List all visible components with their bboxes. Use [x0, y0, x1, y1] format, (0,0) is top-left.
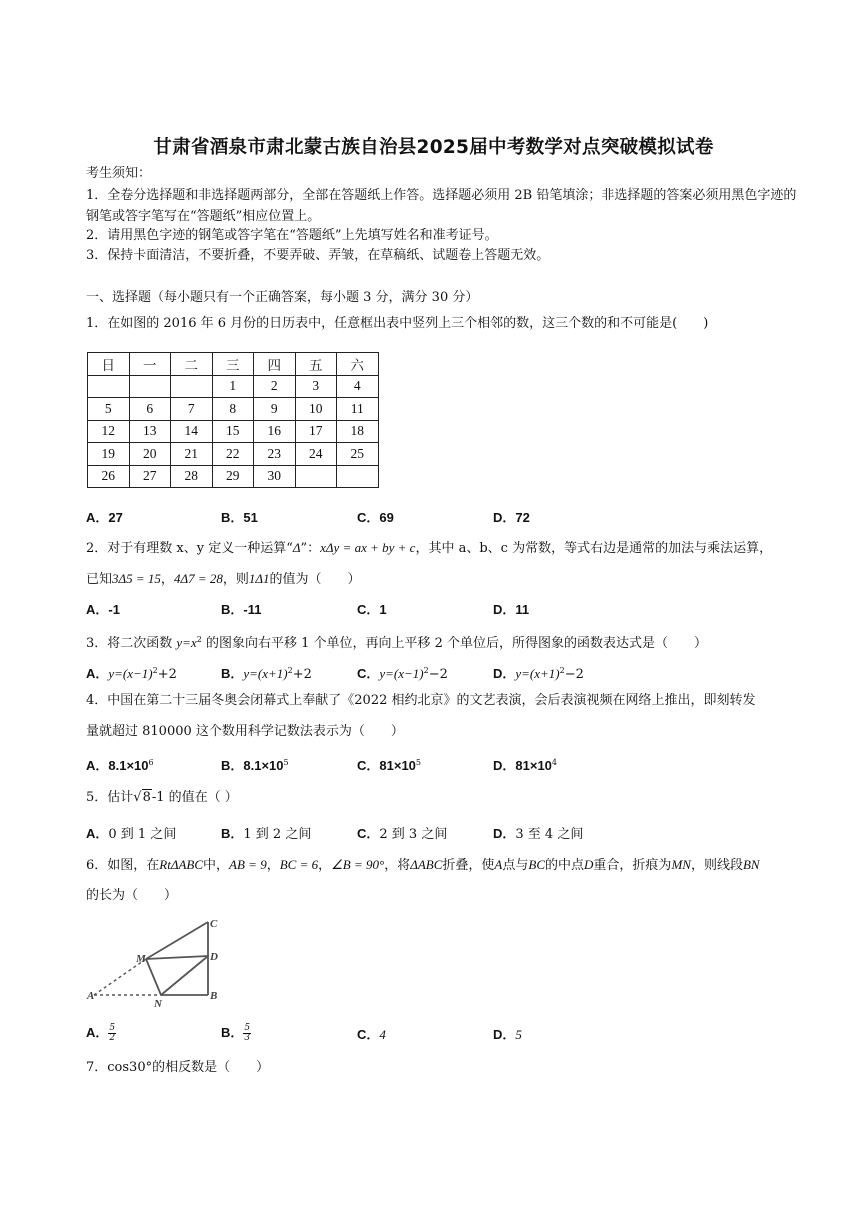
q6-option-d: D．5: [493, 1027, 522, 1042]
q2-option-c: C．1: [357, 602, 387, 617]
question-1-stem: 1．在如图的 2016 年 6 月份的日历表中，任意框出表中竖列上三个相邻的数，这三个数的和不可能是( ): [86, 316, 709, 331]
calendar-cell: 15: [212, 420, 254, 443]
label-m: M: [136, 953, 146, 965]
calendar-cell: [129, 375, 171, 398]
q1-option-d: D．72: [493, 510, 530, 525]
q6-option-c: C．4: [357, 1027, 386, 1042]
calendar-cell: 27: [129, 465, 171, 488]
q5-option-d: D．3 至 4 之间: [493, 826, 584, 842]
segment-cm: [146, 922, 208, 959]
q5-option-c: C．2 到 3 之间: [357, 826, 448, 842]
calendar-row: [88, 420, 379, 443]
calendar-header: 一: [129, 353, 171, 376]
sqrt-sign: √: [133, 790, 142, 805]
calendar-cell: 20: [129, 443, 171, 466]
label-b: B: [210, 990, 218, 1002]
calendar-cell: 2: [254, 375, 296, 398]
calendar-cell: [88, 375, 130, 398]
question-7-stem: 7．cos30°的相反数是（ ）: [86, 1060, 270, 1075]
fraction: $\frac{5}{3}$: [244, 1023, 251, 1043]
notice-item-1: 1．全卷分选择题和非选择题两部分，全部在答题纸上作答。选择题必须用 2B 铅笔填涂；非选择题的答案必须用黑色字迹的钢笔或答字笔写在“答题纸”相应位置上。: [86, 188, 797, 224]
calendar-cell: 8: [212, 398, 254, 421]
calendar-cell: 28: [171, 465, 213, 488]
calendar-header: 四: [254, 353, 296, 376]
calendar-cell: 29: [212, 465, 254, 488]
question-4-stem-line2: 量就超过 810000 这个数用科学记数法表示为（ ）: [86, 724, 404, 739]
question-6-stem-line1: 6．如图，在RtΔABC中，AB = 9，BC = 6，∠B = 90°，将ΔABC折叠，使A点与BC的中点D重合，折痕为MN，则线段BN: [86, 857, 760, 873]
label-n: N: [154, 998, 162, 1010]
calendar-cell: 18: [337, 420, 379, 443]
triangle-figure: [84, 912, 234, 1010]
calendar-cell: 10: [295, 398, 337, 421]
fraction: $\frac{5}{2}$: [109, 1023, 116, 1043]
q4-option-c: C．$81\times 10^5$: [357, 758, 421, 773]
question-6-stem-line2: 的长为（ ）: [86, 888, 178, 903]
notice-heading: 考生须知：: [86, 166, 152, 181]
q4-option-d: D．$81\times 10^4$: [493, 758, 557, 773]
question-5-stem: 5．估计√8-1 的值在（ ）: [86, 790, 238, 805]
calendar-cell: 22: [212, 443, 254, 466]
calendar-cell: 17: [295, 420, 337, 443]
q1-option-b: B．51: [221, 510, 258, 525]
calendar-cell: 13: [129, 420, 171, 443]
calendar-header: 五: [295, 353, 337, 376]
calendar-cell: 12: [88, 420, 130, 443]
calendar-row: [88, 465, 379, 488]
calendar-header: 三: [212, 353, 254, 376]
calendar-cell: 24: [295, 443, 337, 466]
calendar-cell: 21: [171, 443, 213, 466]
calendar-cell: 19: [88, 443, 130, 466]
calendar-header: 日: [88, 353, 130, 376]
calendar-cell: 3: [295, 375, 337, 398]
q3-option-c: C．$y=(x-1)^2-2$: [357, 666, 448, 682]
calendar-cell: 25: [337, 443, 379, 466]
q3-option-b: B．$y=(x+1)^2+2$: [221, 666, 312, 682]
calendar-row: [88, 443, 379, 466]
segment-md: [146, 956, 208, 959]
q1-option-c: C．69: [357, 510, 394, 525]
question-2-stem-line1: 2．对于有理数 x、y 定义一种运算“Δ”：xΔy = ax + by + c，其中 a、b、c 为常数，等式右边是通常的加法与乘法运算，: [86, 540, 773, 556]
label-c: C: [210, 918, 218, 930]
calendar-cell: 9: [254, 398, 296, 421]
q6-option-b: B． $\frac{5}{3}$: [221, 1023, 251, 1043]
calendar-cell: 23: [254, 443, 296, 466]
calendar-row: [88, 375, 379, 398]
q4-option-b: B．$8.1\times 10^5$: [221, 758, 289, 773]
section-heading: 一、选择题（每小题只有一个正确答案，每小题 3 分，满分 30 分）: [86, 290, 479, 305]
calendar-header: 二: [171, 353, 213, 376]
calendar-cell: 5: [88, 398, 130, 421]
calendar-table: [87, 352, 379, 488]
calendar-cell: [337, 465, 379, 488]
notice-item-3: 3．保持卡面清洁，不要折叠，不要弄破、弄皱，在草稿纸、试题卷上答题无效。: [86, 248, 550, 263]
notice-item-2: 2．请用黑色字迹的钢笔或答字笔在“答题纸”上先填写姓名和准考证号。: [86, 228, 498, 243]
question-4-stem-line1: 4．中国在第二十三届冬奥会闭幕式上奉献了《2022 相约北京》的文艺表演，会后表演视频在网络上推出，即刻转发: [86, 693, 756, 708]
calendar-cell: 26: [88, 465, 130, 488]
q6-option-a: A． $\frac{5}{2}$: [86, 1023, 116, 1043]
calendar-cell: 7: [171, 398, 213, 421]
calendar-cell: 1: [212, 375, 254, 398]
calendar-cell: 14: [171, 420, 213, 443]
q5-option-a: A．0 到 1 之间: [86, 826, 177, 842]
calendar-header-row: [88, 353, 379, 376]
label-d: D: [210, 951, 218, 963]
q5-option-b: B．1 到 2 之间: [221, 826, 312, 842]
question-3-stem: 3．将二次函数 $y=x^2$ 的图象向右平移 1 个单位，再向上平移 2 个单位后，所得图象的函数表达式是（ ）: [86, 635, 708, 651]
calendar-cell: [295, 465, 337, 488]
q4-option-a: A．$8.1\times 10^6$: [86, 758, 154, 773]
question-2-stem-line2: 已知3Δ5 = 15，4Δ7 = 28，则1Δ1的值为（ ）: [86, 571, 361, 587]
label-a: A: [87, 990, 95, 1002]
calendar-cell: 6: [129, 398, 171, 421]
calendar-row: [88, 398, 379, 421]
calendar-cell: 11: [337, 398, 379, 421]
q2-option-d: D．11: [493, 602, 530, 617]
calendar-cell: 16: [254, 420, 296, 443]
calendar-cell: 30: [254, 465, 296, 488]
q3-option-a: A．$y=(x-1)^2+2$: [86, 666, 177, 682]
q3-option-d: D．$y=(x+1)^2-2$: [493, 666, 584, 682]
calendar-cell: [171, 375, 213, 398]
q2-option-b: B．-11: [221, 602, 262, 617]
segment-mn: [146, 959, 161, 995]
page-title: 甘肃省酒泉市肃北蒙古族自治县2025届中考数学对点突破模拟试卷: [153, 137, 714, 158]
calendar-header: 六: [337, 353, 379, 376]
segment-nd: [161, 956, 208, 995]
q1-option-a: A．27: [86, 510, 123, 525]
q2-option-a: A．-1: [86, 602, 120, 617]
calendar-cell: 4: [337, 375, 379, 398]
